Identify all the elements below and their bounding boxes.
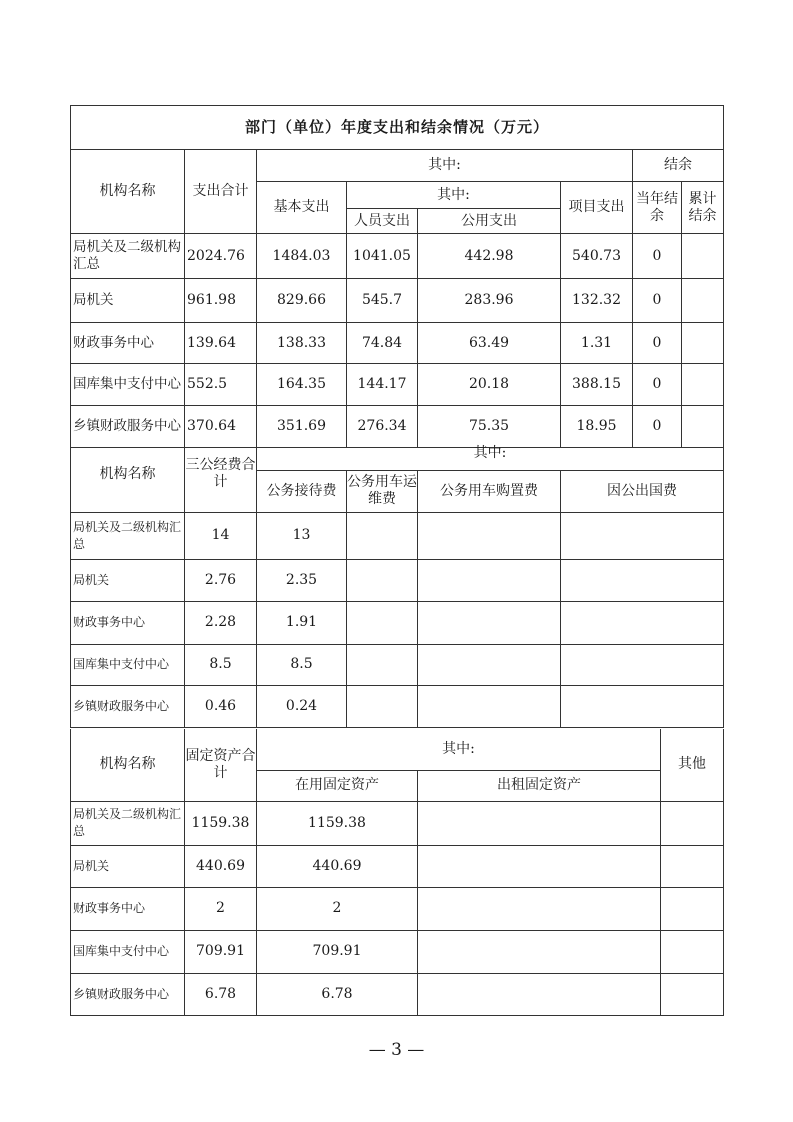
header-total-expenditure: 支出合计 [185,150,257,234]
other-cell [661,845,724,887]
year-balance-cell: 0 [633,279,682,323]
table-row [71,973,724,1015]
table-row [71,323,724,364]
public-cell: 442.98 [418,234,561,279]
project-cell: 540.73 [561,234,633,279]
in-use-cell: 440.69 [257,845,418,887]
org-name-cell: 局机关 [71,845,185,887]
rented-cell [418,887,661,930]
total-cell: 552.5 [185,364,257,406]
public-cell: 20.18 [418,364,561,406]
vehicle-purchase-cell [418,644,561,685]
basic-cell: 829.66 [257,279,347,323]
header-of-which: 其中: [257,437,724,470]
header-reception: 公务接待费 [257,470,347,512]
total-cell: 14 [185,512,257,559]
public-cell: 63.49 [418,323,561,364]
personnel-cell: 144.17 [347,364,418,406]
org-name-cell: 局机关及二级机构汇总 [71,512,185,559]
other-cell [661,973,724,1015]
org-name-cell: 财政事务中心 [71,887,185,930]
overseas-trip-cell [561,644,724,685]
in-use-cell: 6.78 [257,973,418,1015]
header-overseas-trip: 因公出国费 [561,470,724,512]
year-balance-cell: 0 [633,364,682,406]
total-cell: 2024.76 [185,234,257,279]
overseas-trip-cell [561,601,724,644]
other-cell [661,887,724,930]
table-row [71,512,724,559]
public-cell: 75.35 [418,406,561,448]
reception-cell: 2.35 [257,559,347,601]
public-cell: 283.96 [418,279,561,323]
other-cell [661,801,724,845]
org-name-cell: 局机关及二级机构汇总 [71,234,185,279]
cumulative-balance-cell [682,234,724,279]
vehicle-operation-cell [347,512,418,559]
header-of-which-sub: 其中: [347,182,561,209]
header-in-use-assets: 在用固定资产 [257,770,418,801]
total-cell: 961.98 [185,279,257,323]
rented-cell [418,930,661,973]
vehicle-operation-cell [347,685,418,727]
project-cell: 18.95 [561,406,633,448]
overseas-trip-cell [561,685,724,727]
in-use-cell: 1159.38 [257,801,418,845]
table-row [71,601,724,644]
expenditure-table [70,105,724,448]
org-name-cell: 国库集中支付中心 [71,364,185,406]
rented-cell [418,801,661,845]
table-row [71,887,724,930]
org-name-cell: 乡镇财政服务中心 [71,973,185,1015]
table-row [71,845,724,887]
org-name-cell: 局机关 [71,279,185,323]
total-cell: 0.46 [185,685,257,727]
reception-cell: 1.91 [257,601,347,644]
header-fixed-assets-total: 固定资产合计 [185,729,257,801]
header-org-name: 机构名称 [71,150,185,234]
vehicle-operation-cell [347,559,418,601]
total-cell: 440.69 [185,845,257,887]
header-vehicle-purchase: 公务用车购置费 [418,470,561,512]
table-row [71,801,724,845]
header-other: 其他 [661,729,724,801]
rented-cell [418,973,661,1015]
year-balance-cell: 0 [633,234,682,279]
org-name-cell: 国库集中支付中心 [71,930,185,973]
total-cell: 2.76 [185,559,257,601]
rented-cell [418,845,661,887]
header-org-name: 机构名称 [71,437,185,512]
basic-cell: 164.35 [257,364,347,406]
basic-cell: 351.69 [257,406,347,448]
total-cell: 1159.38 [185,801,257,845]
year-balance-cell: 0 [633,323,682,364]
fixed-assets-table [70,729,724,1016]
vehicle-purchase-cell [418,512,561,559]
org-name-cell: 乡镇财政服务中心 [71,406,185,448]
personnel-cell: 276.34 [347,406,418,448]
table-title: 部门（单位）年度支出和结余情况（万元） [71,106,724,150]
personnel-cell: 74.84 [347,323,418,364]
header-org-name: 机构名称 [71,729,185,801]
table-row [71,559,724,601]
org-name-cell: 财政事务中心 [71,323,185,364]
vehicle-operation-cell [347,601,418,644]
in-use-cell: 709.91 [257,930,418,973]
total-cell: 139.64 [185,323,257,364]
org-name-cell: 财政事务中心 [71,601,185,644]
org-name-cell: 国库集中支付中心 [71,644,185,685]
total-cell: 2.28 [185,601,257,644]
three-public-expenses-table [70,437,724,728]
org-name-cell: 局机关 [71,559,185,601]
header-cumulative-balance: 累计结余 [682,182,724,234]
year-balance-cell: 0 [633,406,682,448]
total-cell: 370.64 [185,406,257,448]
header-rented-assets: 出租固定资产 [418,770,661,801]
project-cell: 1.31 [561,323,633,364]
vehicle-purchase-cell [418,685,561,727]
personnel-cell: 1041.05 [347,234,418,279]
cumulative-balance-cell [682,364,724,406]
overseas-trip-cell [561,512,724,559]
total-cell: 709.91 [185,930,257,973]
org-name-cell: 局机关及二级机构汇总 [71,801,185,845]
basic-cell: 1484.03 [257,234,347,279]
vehicle-purchase-cell [418,559,561,601]
cumulative-balance-cell [682,323,724,364]
cumulative-balance-cell [682,279,724,323]
table-row [71,930,724,973]
header-of-which: 其中: [257,729,661,770]
header-basic-expenditure: 基本支出 [257,182,347,234]
header-personnel-expenditure: 人员支出 [347,209,418,234]
reception-cell: 0.24 [257,685,347,727]
header-vehicle-operation: 公务用车运维费 [347,470,418,512]
header-project-expenditure: 项目支出 [561,182,633,234]
table-row [71,234,724,279]
table-row [71,644,724,685]
table-row [71,279,724,323]
reception-cell: 8.5 [257,644,347,685]
vehicle-purchase-cell [418,601,561,644]
page-number: — 3 — [368,1040,425,1060]
header-year-balance: 当年结余 [633,182,682,234]
total-cell: 2 [185,887,257,930]
in-use-cell: 2 [257,887,418,930]
project-cell: 388.15 [561,364,633,406]
personnel-cell: 545.7 [347,279,418,323]
reception-cell: 13 [257,512,347,559]
header-balance: 结余 [633,150,724,182]
org-name-cell: 乡镇财政服务中心 [71,685,185,727]
header-three-public-total: 三公经费合计 [185,437,257,512]
total-cell: 6.78 [185,973,257,1015]
header-of-which: 其中: [257,150,633,182]
header-public-expenditure: 公用支出 [418,209,561,234]
total-cell: 8.5 [185,644,257,685]
table-row [71,685,724,727]
project-cell: 132.32 [561,279,633,323]
overseas-trip-cell [561,559,724,601]
table-row [71,364,724,406]
basic-cell: 138.33 [257,323,347,364]
other-cell [661,930,724,973]
vehicle-operation-cell [347,644,418,685]
